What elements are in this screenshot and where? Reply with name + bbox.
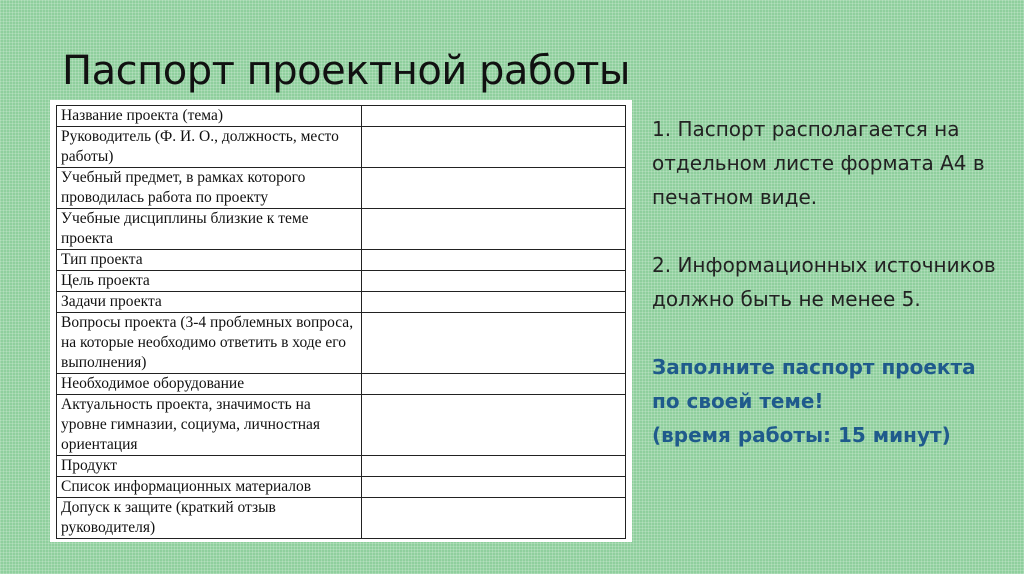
field-label: Задачи проекта <box>57 292 362 313</box>
call-to-action-line: Заполните паспорт проекта по своей теме! <box>652 355 976 413</box>
field-label: Тип проекта <box>57 250 362 271</box>
field-label: Актуальность проекта, значимость на уровне гимназии, социума, личностная ориентация <box>57 395 362 456</box>
field-label: Необходимое оборудование <box>57 374 362 395</box>
field-value-cell <box>362 456 626 477</box>
table-row <box>57 498 626 539</box>
field-label: Руководитель (Ф. И. О., должность, место работы) <box>57 127 362 168</box>
passport-form-sheet <box>50 100 632 542</box>
table-row <box>57 106 626 127</box>
field-value-cell <box>362 250 626 271</box>
table-row <box>57 395 626 456</box>
table-row <box>57 168 626 209</box>
field-label: Продукт <box>57 456 362 477</box>
table-row <box>57 292 626 313</box>
field-label: Учебный предмет, в рамках которого проводилась работа по проекту <box>57 168 362 209</box>
field-label: Учебные дисциплины близкие к теме проекта <box>57 209 362 250</box>
field-label: Цель проекта <box>57 271 362 292</box>
table-row <box>57 456 626 477</box>
field-value-cell <box>362 498 626 539</box>
slide-title: Паспорт проектной работы <box>62 48 630 94</box>
field-value-cell <box>362 477 626 498</box>
field-value-cell <box>362 313 626 374</box>
field-label: Список информационных материалов <box>57 477 362 498</box>
field-label: Название проекта (тема) <box>57 106 362 127</box>
side-notes <box>652 112 1002 486</box>
field-value-cell <box>362 292 626 313</box>
field-value-cell <box>362 271 626 292</box>
field-value-cell <box>362 106 626 127</box>
table-row <box>57 477 626 498</box>
field-value-cell <box>362 209 626 250</box>
table-row <box>57 313 626 374</box>
table-row <box>57 250 626 271</box>
field-label: Вопросы проекта (3-4 проблемных вопроса, на которые необходимо ответить в ходе его выполнения) <box>57 313 362 374</box>
passport-table <box>56 105 626 539</box>
table-row <box>57 374 626 395</box>
call-to-action <box>652 350 1002 452</box>
call-to-action-time: (время работы: 15 минут) <box>652 423 951 447</box>
table-row <box>57 271 626 292</box>
field-value-cell <box>362 395 626 456</box>
field-value-cell <box>362 168 626 209</box>
table-row <box>57 127 626 168</box>
field-value-cell <box>362 374 626 395</box>
field-label: Допуск к защите (краткий отзыв руководителя) <box>57 498 362 539</box>
table-row <box>57 209 626 250</box>
field-value-cell <box>362 127 626 168</box>
note-sources-count: 2. Информационных источников должно быть не менее 5. <box>652 253 996 311</box>
note-paper-format: 1. Паспорт располагается на отдельном листе формата А4 в печатном виде. <box>652 117 985 209</box>
